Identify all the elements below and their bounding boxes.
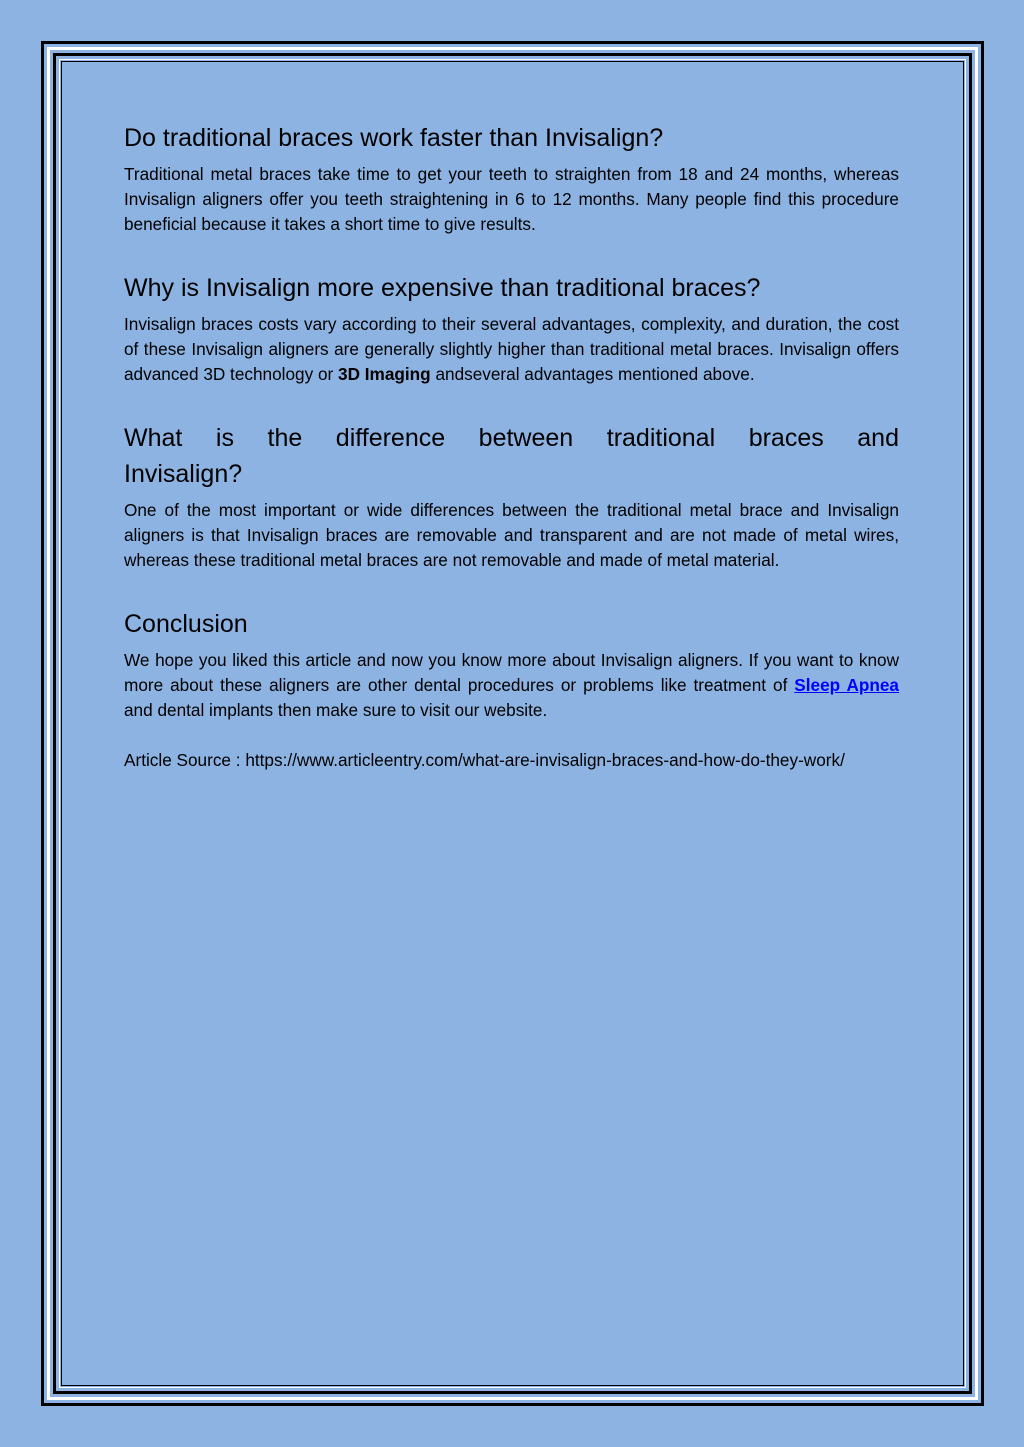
- article-source-label: Article Source :: [124, 750, 241, 770]
- paragraph-conclusion: [124, 648, 899, 723]
- article-source-url: https://www.articleentry.com/what-are-invisalign-braces-and-how-do-they-work/: [245, 750, 845, 770]
- bold-3d-imaging: 3D Imaging: [338, 364, 431, 384]
- heading-invisalign-cost: Why is Invisalign more expensive than traditional braces?: [124, 274, 761, 302]
- heading-difference: [124, 420, 899, 492]
- paragraph-invisalign-cost: [124, 312, 899, 387]
- heading-braces-speed: Do traditional braces work faster than Invisalign?: [124, 124, 664, 152]
- article-source: [124, 748, 899, 773]
- paragraph-invisalign-cost-text: Invisalign braces costs vary according to their several advantages, complexity, and duration, the cost of these Invisalign aligners are generally slightly higher than traditional metal braces. Invisalign offers advanced 3D technology or: [124, 314, 899, 384]
- paragraph-invisalign-cost-tail: andseveral advantages mentioned above.: [430, 364, 755, 384]
- paragraph-braces-speed: Traditional metal braces take time to get your teeth to straighten from 18 and 24 months, whereas Invisalign aligners offer you teeth straightening in 6 to 12 months. Many people find this procedure beneficial because it takes a short time to give results.: [124, 164, 899, 234]
- sleep-apnea-link[interactable]: Sleep Apnea: [794, 675, 899, 695]
- paragraph-conclusion-text: We hope you liked this article and now you know more about Invisalign aligners. If you want to know more about these aligners are other dental procedures or problems like treatment of: [124, 650, 899, 695]
- heading-difference-line2: Invisalign?: [124, 460, 243, 488]
- heading-difference-line1: What is the difference between traditional braces and: [124, 424, 899, 452]
- heading-conclusion: Conclusion: [124, 610, 248, 638]
- paragraph-difference: One of the most important or wide differences between the traditional metal brace and Invisalign aligners is that Invisalign braces are removable and transparent and are not made of metal wires, whereas these traditional metal braces are not removable and made of metal material.: [124, 500, 899, 570]
- article-content: [124, 120, 899, 798]
- paragraph-conclusion-tail: and dental implants then make sure to visit our website.: [124, 700, 548, 720]
